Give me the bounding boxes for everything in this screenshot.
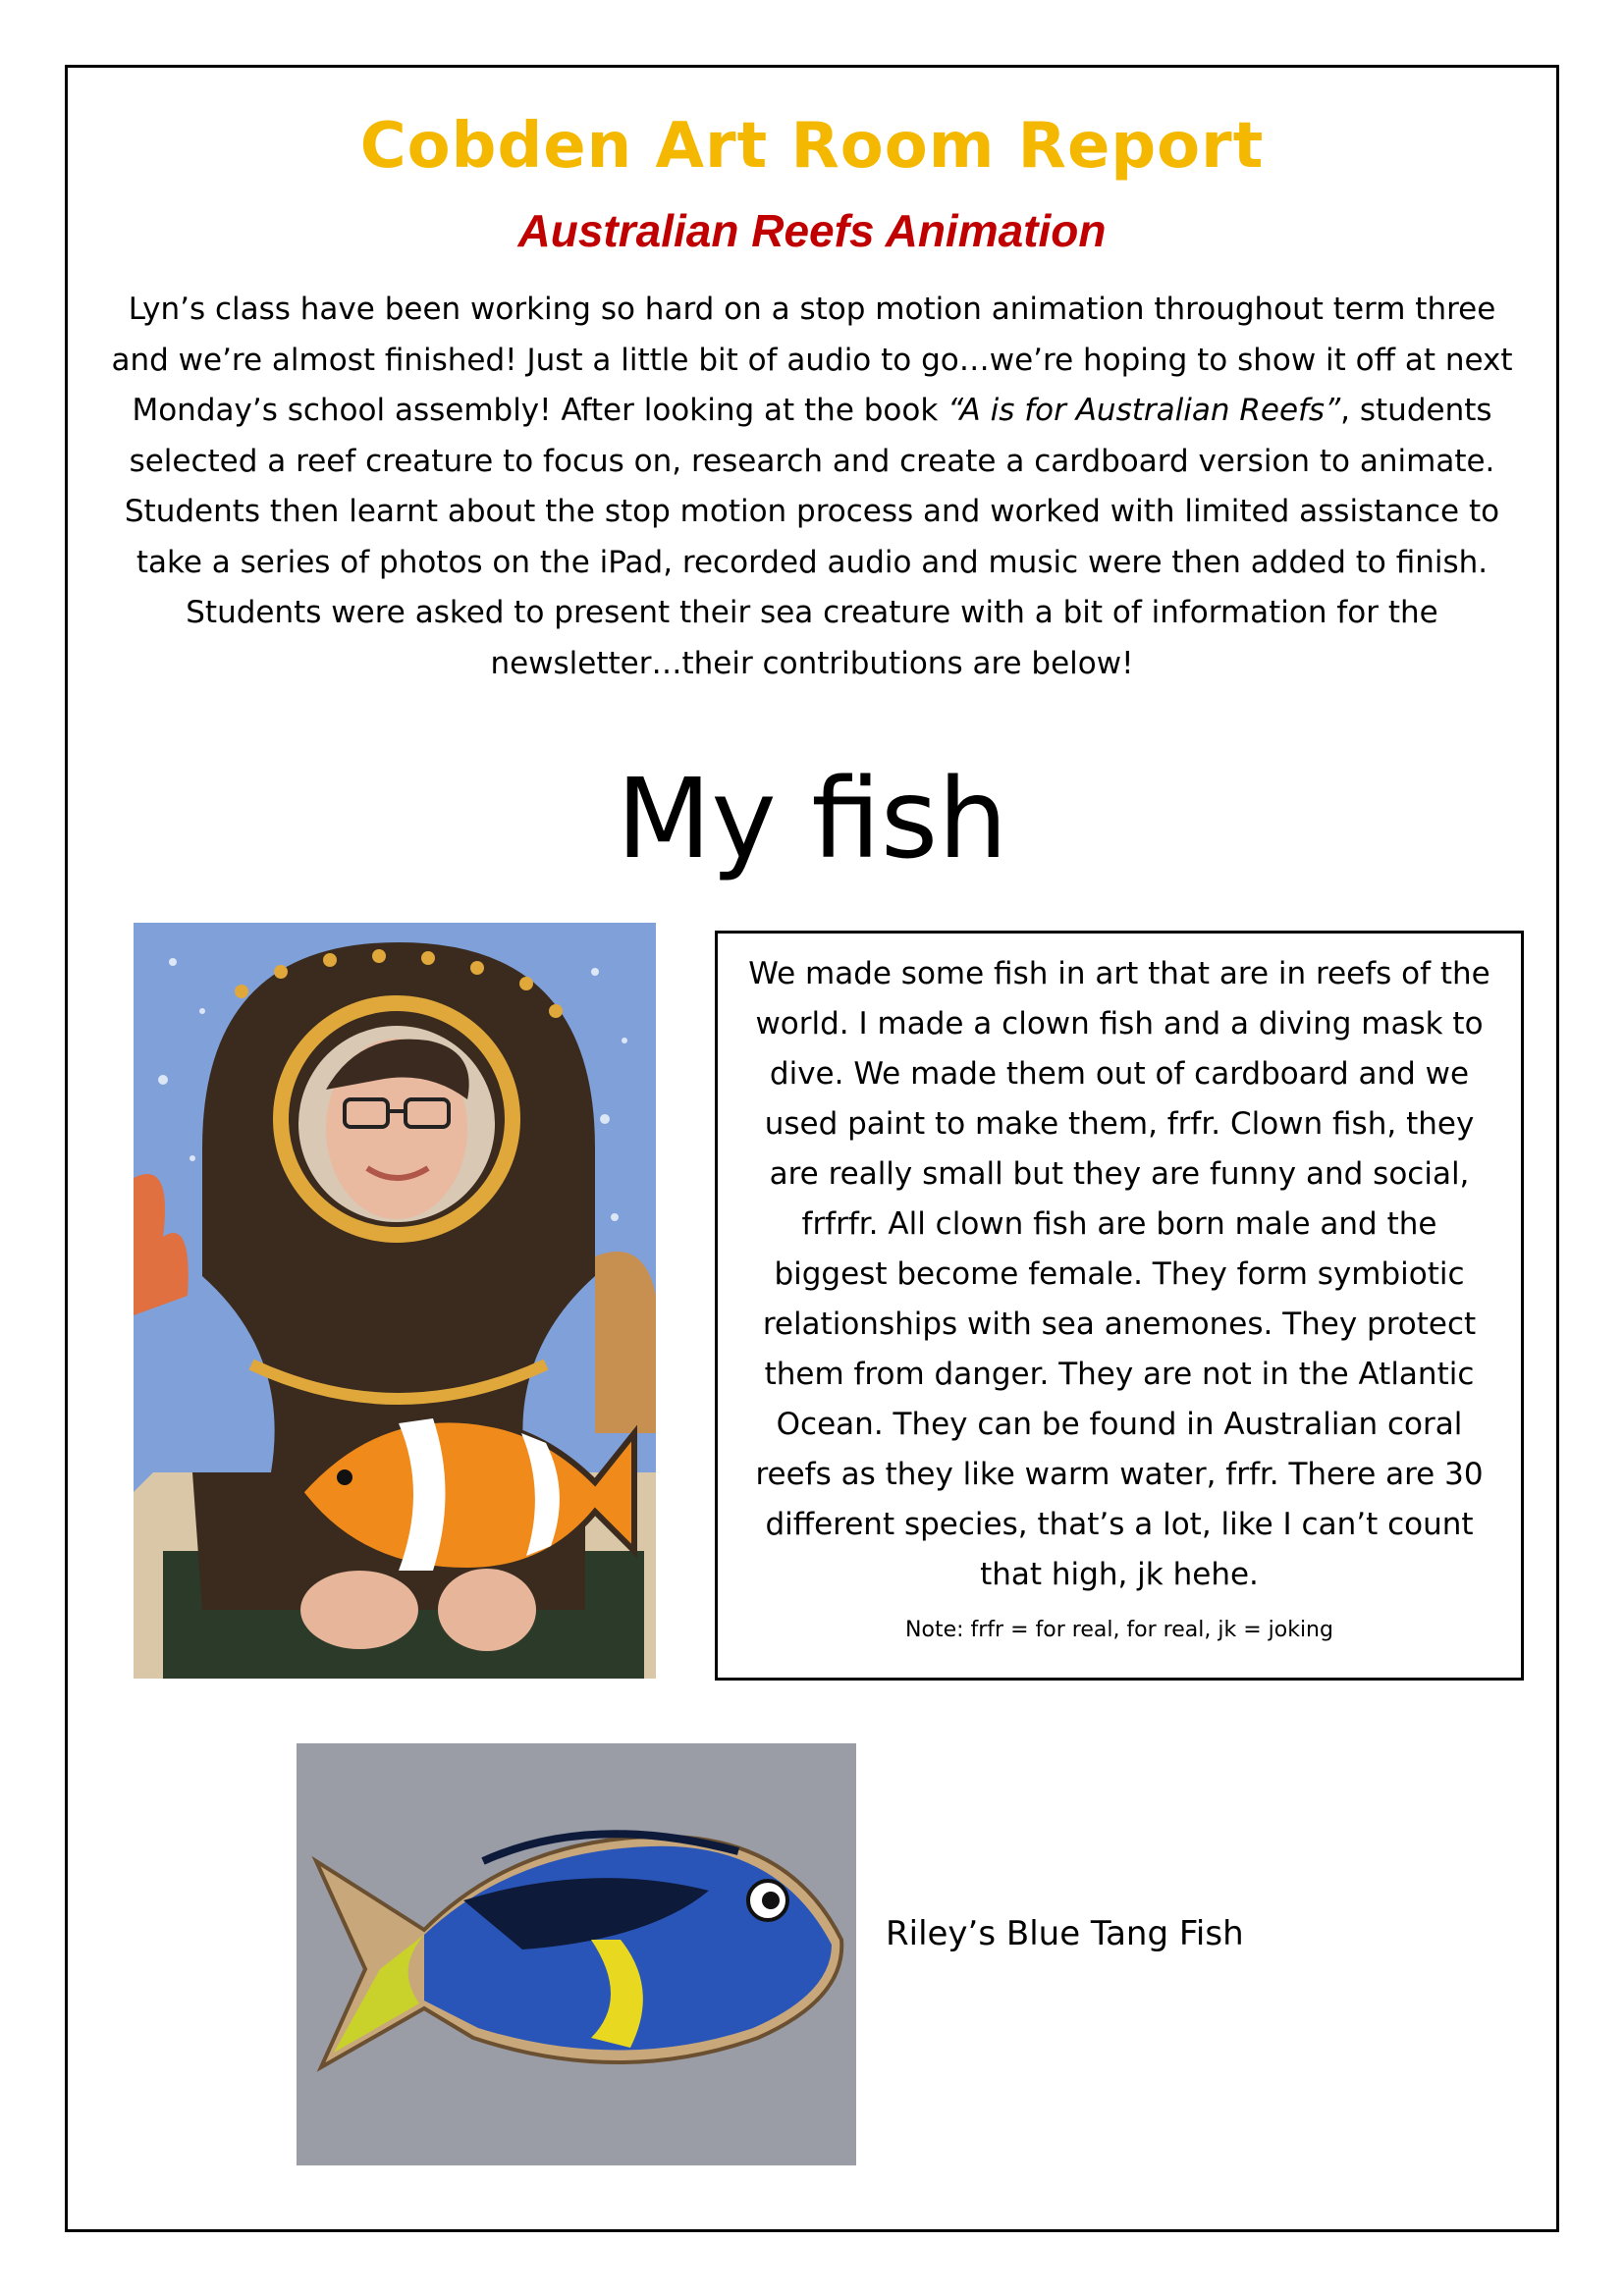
blue-tang-illustration xyxy=(297,1743,856,2165)
photo-caption: Riley’s Blue Tang Fish xyxy=(886,1914,1244,1953)
diving-helmet-illustration xyxy=(134,923,656,1679)
page-title: Cobden Art Room Report xyxy=(359,110,1265,183)
student-diving-helmet-photo xyxy=(134,923,656,1679)
section-heading: My fish xyxy=(616,756,1008,883)
intro-paragraph xyxy=(98,285,1526,689)
fish-description-text: We made some fish in art that are in reefs of the world. I made a clown fish and a diving mask to dive. We made them out of cardboard and we used paint to make them, frfr. Clown fish, they are really small but they are funny and social, frfrfr. All clown fish are born male and the biggest become female. They form symbiotic relationships with sea anemones. They protect them from danger. They are not in the Atlantic Ocean. They can be found in Australian coral reefs as they like warm water, frfr. There are 30 different species, that’s a lot, like I can’t count that high, jk hehe. xyxy=(748,956,1490,1592)
fish-description-box xyxy=(715,931,1524,1681)
book-title: “A is for Australian Reefs” xyxy=(947,393,1341,428)
intro-text-1: Lyn’s class have been working so hard on a stop motion animation throughout term three and we’re almost finished! Just a little bit of audio to go…we’re hoping to show it off at next Monday’s school assembly! After looking at the book xyxy=(111,292,1513,428)
page-subtitle: Australian Reefs Animation xyxy=(517,205,1107,256)
intro-text-2: , students selected a reef creature to focus on, research and create a cardboard version to animate. Students then learnt about the stop motion process and worked with limited assistance to take a series of photos on the iPad, recorded audio and music were then added to finish. Students were asked to present their sea creature with a bit of information for the newsletter…their contributions are below! xyxy=(124,393,1500,681)
abbreviation-note: Note: frfr = for real, for real, jk = joking xyxy=(905,1618,1333,1642)
blue-tang-fish-photo xyxy=(297,1743,856,2165)
